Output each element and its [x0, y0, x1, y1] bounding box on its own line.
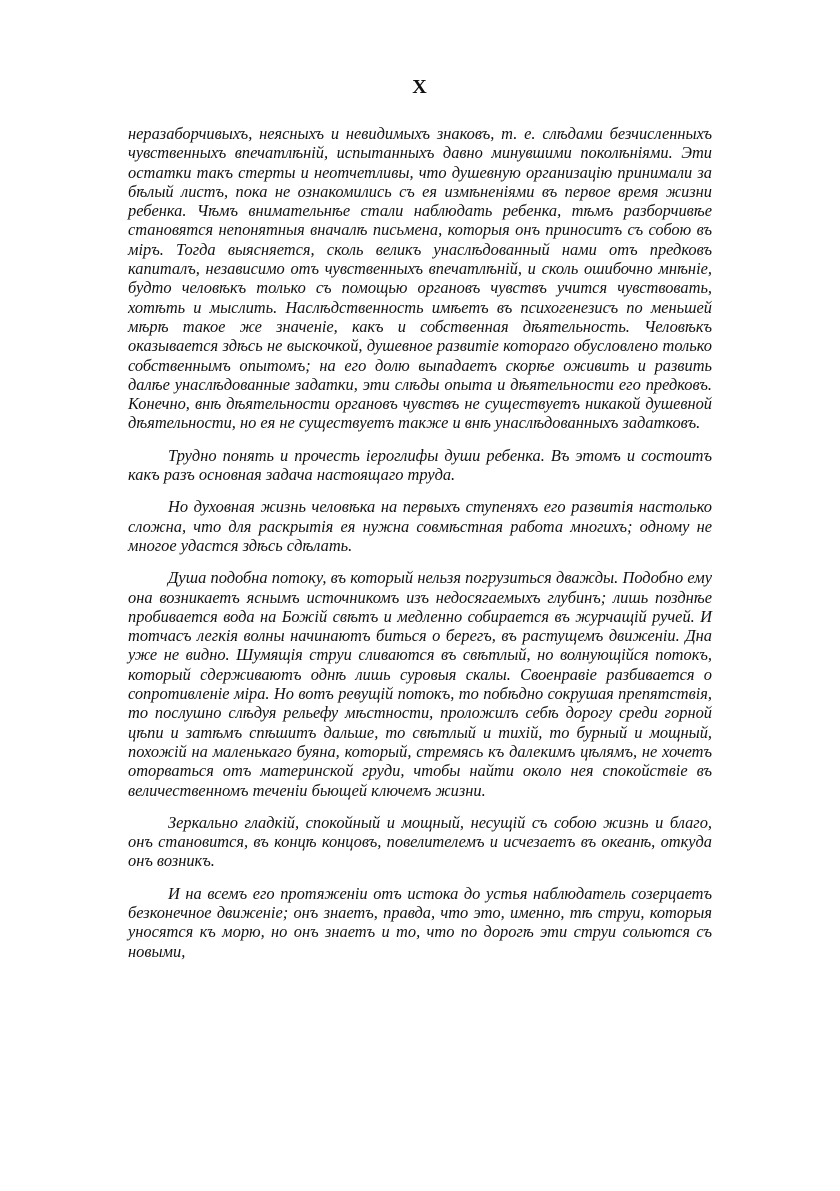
body-text: [128, 124, 712, 961]
page-number: X: [412, 76, 428, 98]
paragraph: Зеркально гладкій, спокойный и мощный, несущій съ собою жизнь и благо, онъ становится, въ концѣ концовъ, повелителемъ и исчезаетъ въ океанѣ, откуда онъ возникъ.: [128, 812, 712, 871]
paragraph: Трудно понять и прочесть іероглифы души ребенка. Въ этомъ и состоитъ какъ разъ основная задача настоящаго труда.: [128, 445, 712, 485]
paragraph: Душа подобна потоку, въ который нельзя погрузиться дважды. Подобно ему она возникаетъ яснымъ источникомъ изъ недосягаемыхъ глубинъ; лишь позднѣе пробивается вода на Божій свѣтъ и медленно собирается въ журчащій ручей. И тотчасъ легкія волны начинаютъ биться о берегъ, въ растущемъ движеніи. Дна уже не видно. Шумящія струи сливаются въ свѣтлый, но волнующійся потокъ, который сдерживаютъ однѣ лишь суровыя скалы. Своенравіе разбивается о сопротивленіе міра. Но вотъ ревущій потокъ, то побѣдно сокрушая препятствія, то послушно слѣдуя рельефу мѣстности, проложилъ себѣ дорогу среди горной цѣпи и затѣмъ спѣшитъ дальше, то свѣтлый и тихій, то бурный и мощный, похожій на маленькаго буяна, который, стремясь къ далекимъ цѣлямъ, не хочетъ оторваться отъ материнской груди, чтобы найти около нея спокойствіе въ величественномъ теченіи бьющей ключемъ жизни.: [128, 568, 712, 800]
paragraph: неразаборчивыхъ, неясныхъ и невидимыхъ знаковъ, т. е. слѣдами безчисленныхъ чувственныхъ впечатлѣній, испытанныхъ давно минувшими поколѣніями. Эти остатки такъ стерты и неотчетливы, что душевную организацію принимали за бѣлый листъ, пока не ознакомились съ ея измѣненіями въ первое время жизни ребенка. Чѣмъ внимательнѣе стали наблюдать ребенка, тѣмъ разборчивѣе становятся непонятныя вначалѣ письмена, которыя онъ приноситъ съ собою въ міръ. Тогда выясняется, сколь великъ унаслѣдованный нами отъ предковъ капиталъ, независимо отъ чувственныхъ впечатлѣній, и сколь ошибочно мнѣніе, будто человѣкъ только съ помощью органовъ чувствъ учится чувствовать, хотѣть и мыслить. Наслѣдственность имѣетъ въ психогенезисъ по меньшей мѣрѣ такое же значеніе, какъ и собственная дѣятельность. Человѣкъ оказывается здѣсь не выскочкой, душевное развитіе котораго обусловлено только собственнымъ опытомъ; на его долю выпадаетъ скорѣе оживить и развить далѣе унаслѣдованные задатки, эти слѣды опыта и дѣятельности его предковъ. Конечно, внѣ дѣятельности органовъ чувствъ не существуетъ никакой душевной дѣятельности, но ея не существуетъ также и внѣ унаслѣдованныхъ задатковъ.: [128, 124, 712, 433]
paragraph: Но духовная жизнь человѣка на первыхъ ступеняхъ его развитія настолько сложна, что для раскрытія ея нужна совмѣстная работа многихъ; одному не многое удастся здѣсь сдѣлать.: [128, 497, 712, 555]
paragraph: И на всемъ его протяженіи отъ истока до устья наблюдатель созерцаетъ безконечное движеніе; онъ знаетъ, правда, что это, именно, тѣ струи, которыя уносятся къ морю, но онъ знаетъ и то, что по дорогѣ эти струи сольются съ новыми,: [128, 883, 712, 961]
